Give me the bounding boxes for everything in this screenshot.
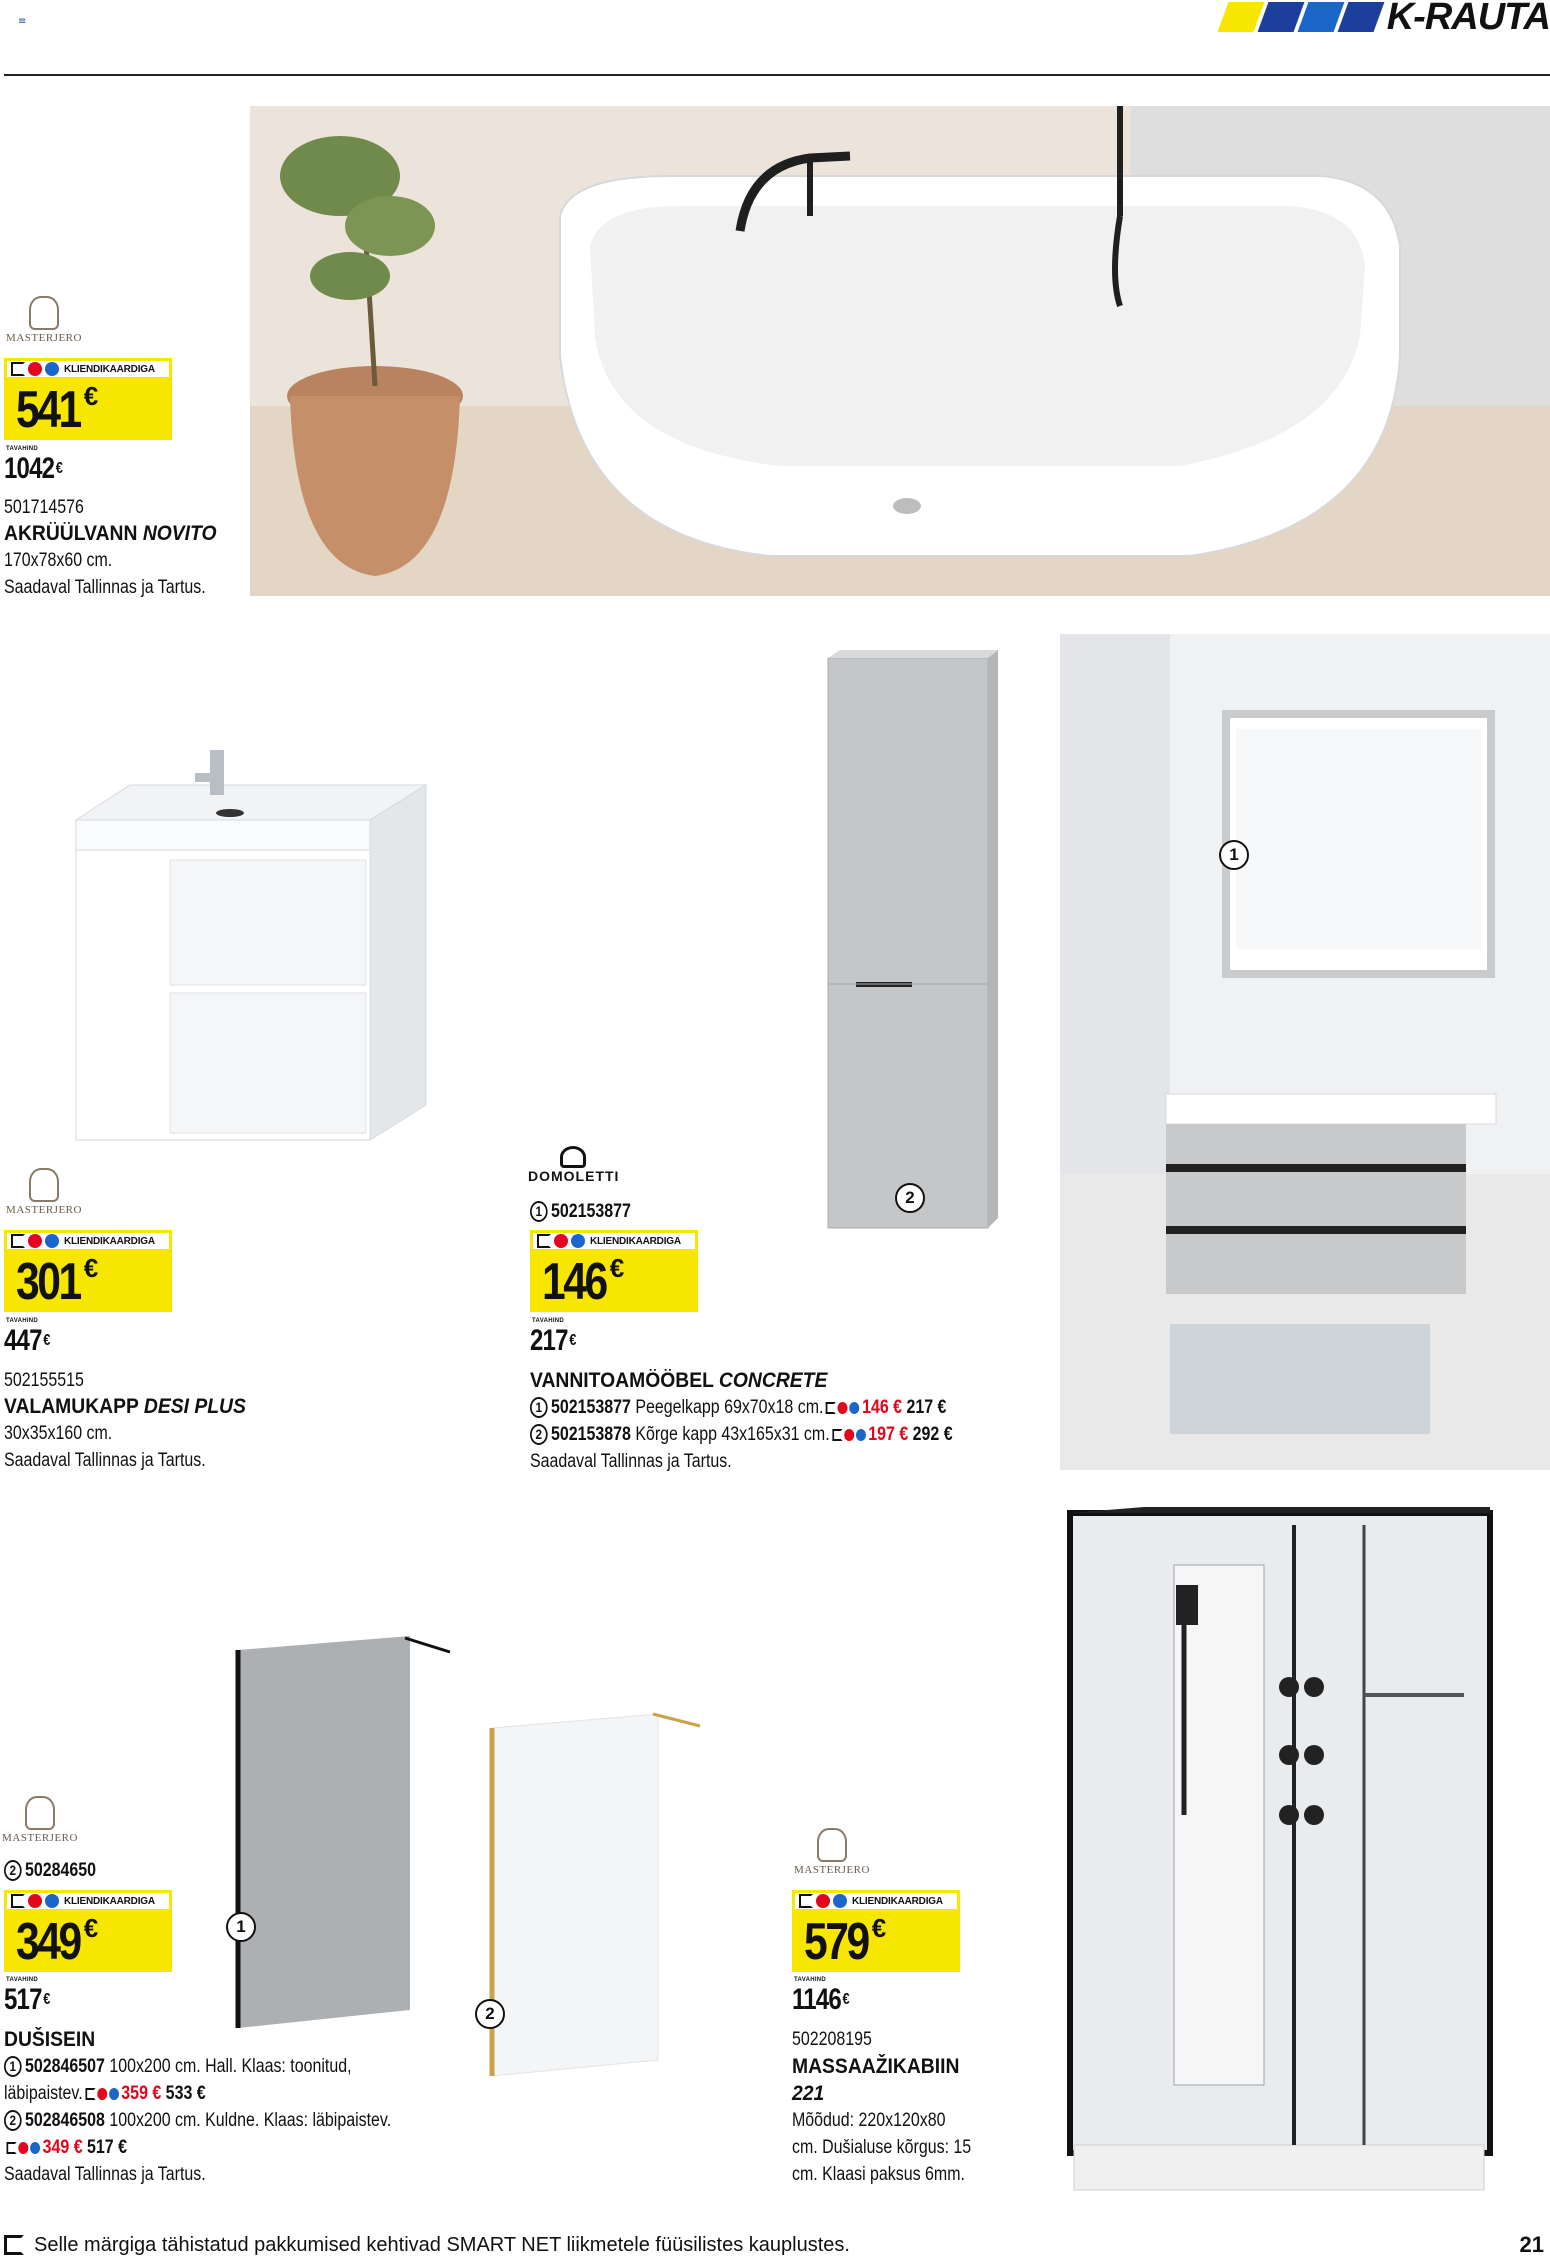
- no-sign-icon: [554, 1234, 568, 1248]
- loyalty-badge: KLIENDIKAARDIGA: [4, 1230, 172, 1252]
- regular-price-label: TAVAHIND: [6, 446, 39, 452]
- bathtub-illustration: [250, 106, 1550, 596]
- no-sign-icon: [28, 1234, 42, 1248]
- page-number: 21: [1519, 2232, 1544, 2257]
- loyalty-mini-badges: [85, 2088, 119, 2100]
- product-title-model: 221: [792, 2082, 825, 2105]
- product-dims: 30x35x160 cm.: [4, 1423, 113, 1444]
- k-rauta-logo: [1223, 0, 1550, 38]
- p-circle-icon: [571, 1234, 585, 1248]
- regular-price: 1146€: [792, 1983, 849, 2016]
- smart-net-icon: [11, 362, 25, 376]
- loyalty-badge: KLIENDIKAARDIGA: [4, 358, 172, 380]
- product-code: 501714576: [4, 497, 84, 518]
- loyalty-mini-badges: [832, 1429, 866, 1441]
- variant-line-1: 1 502153877 Peegelkapp 69x70x18 cm. 146 € 217 €: [530, 1394, 946, 1421]
- massage-cabin-image: [1064, 1505, 1504, 2195]
- crest-icon: [25, 1796, 55, 1830]
- p-circle-icon: [45, 1894, 59, 1908]
- loyalty-badge: KLIENDIKAARDIGA: [4, 1890, 172, 1912]
- reference-code: 2 50284650: [4, 1857, 96, 1884]
- photo-marker-1: 1: [1219, 840, 1249, 870]
- brand-logo-masterjero: MASTERJERO: [0, 1796, 80, 1844]
- brand-logo-domoletti: DOMOLETTI: [528, 1146, 618, 1184]
- no-sign-icon: [816, 1894, 830, 1908]
- availability: Saadaval Tallinnas ja Tartus.: [4, 577, 206, 598]
- promo-price: 541: [16, 381, 80, 439]
- variant-line-2: 2 502846508 100x200 cm. Kuldne. Klaas: läbipaistev.: [4, 2107, 391, 2134]
- p-circle-icon: [45, 1234, 59, 1248]
- promo-price: 301: [16, 1253, 80, 1311]
- loyalty-mini-badges: [7, 2142, 41, 2154]
- loyalty-badge: KLIENDIKAARDIGA: [530, 1230, 698, 1252]
- crest-icon: [29, 296, 59, 330]
- logo-stripe-darkblue: [1257, 2, 1304, 32]
- price-tag-concrete: [530, 1230, 698, 1312]
- availability: Saadaval Tallinnas ja Tartus.: [530, 1451, 732, 1472]
- loyalty-mini-badges: [826, 1402, 860, 1414]
- shower-wall-grey-image: [230, 1630, 460, 2030]
- brand-logo-masterjero: MASTERJERO: [4, 1168, 84, 1216]
- shower-wall-gold-image: [488, 1700, 708, 2080]
- logo-stripe-navy: [1337, 2, 1384, 32]
- product-dims: 170x78x60 cm.: [4, 550, 113, 571]
- product-code: 502208195: [792, 2029, 872, 2050]
- no-sign-icon: [28, 1894, 42, 1908]
- product-title: MASSAAŽIKABIIN: [792, 2055, 960, 2078]
- header-menu-icon: ≡: [18, 16, 27, 27]
- tall-cabinet-image: [820, 650, 1000, 1240]
- brand-logo-masterjero: MASTERJERO: [4, 296, 84, 344]
- bathtub-photo: [250, 106, 1550, 596]
- regular-price: 1042€: [4, 452, 63, 485]
- price-box: 301 €: [4, 1252, 172, 1312]
- promo-price: 349: [16, 1913, 80, 1971]
- p-circle-icon: [833, 1894, 847, 1908]
- price-box: 541 €: [4, 380, 172, 440]
- vanity-cabinet-image: [70, 745, 430, 1145]
- logo-stripe-blue: [1297, 2, 1344, 32]
- availability: Saadaval Tallinnas ja Tartus.: [4, 1450, 206, 1471]
- vanity-room-illustration: [1060, 634, 1550, 1470]
- product-title: DUŠISEIN: [4, 2028, 96, 2051]
- regular-price-label: TAVAHIND: [794, 1977, 827, 1983]
- regular-price: 517€: [4, 1983, 50, 2016]
- regular-price-label: TAVAHIND: [532, 1318, 565, 1324]
- product-desc-2: cm. Dušialuse kõrgus: 15: [792, 2137, 972, 2158]
- smart-net-icon: [799, 1894, 813, 1908]
- variant-line-2-price: 349 € 517 €: [4, 2134, 127, 2161]
- house-icon: [560, 1146, 586, 1168]
- price-tag-cabinet: [4, 1230, 172, 1312]
- p-circle-icon: [45, 362, 59, 376]
- availability: Saadaval Tallinnas ja Tartus.: [4, 2164, 206, 2185]
- product-code: 502155515: [4, 1370, 84, 1391]
- no-sign-icon: [28, 362, 42, 376]
- price-tag-cabin: [792, 1890, 960, 1972]
- regular-price-label: TAVAHIND: [6, 1318, 39, 1324]
- variant-line-2: 2 502153878 Kõrge kapp 43x165x31 cm. 197 € 292 €: [530, 1421, 953, 1448]
- logo-text: K-RAUTA: [1386, 0, 1550, 38]
- product-title: AKRÜÜLVANN NOVITO: [4, 522, 217, 545]
- brand-logo-masterjero: MASTERJERO: [792, 1828, 872, 1876]
- variant-line-1: 1 502846507 100x200 cm. Hall. Klaas: toonitud,: [4, 2053, 352, 2080]
- loyalty-badge: KLIENDIKAARDIGA: [792, 1890, 960, 1912]
- price-box: 146 €: [530, 1252, 698, 1312]
- product-desc-1: Mõõdud: 220x120x80: [792, 2110, 946, 2131]
- reference-code: 1 502153877: [530, 1198, 631, 1225]
- crest-icon: [29, 1168, 59, 1202]
- regular-price-label: TAVAHIND: [6, 1977, 39, 1983]
- smart-net-icon: [537, 1234, 551, 1248]
- product-title: VANNITOAMÖÖBEL CONCRETE: [530, 1369, 828, 1392]
- promo-price: 579: [804, 1913, 868, 1971]
- price-tag-bathtub: [4, 358, 172, 440]
- smart-net-icon: [11, 1234, 25, 1248]
- crest-icon: [817, 1828, 847, 1862]
- price-box: 579 €: [792, 1912, 960, 1972]
- variant-line-1-cont: läbipaistev. 359 € 533 €: [4, 2083, 206, 2104]
- regular-price: 217€: [530, 1324, 576, 1357]
- price-tag-shower: [4, 1890, 172, 1972]
- product-desc-3: cm. Klaasi paksus 6mm.: [792, 2164, 965, 2185]
- header-rule: [4, 74, 1550, 76]
- smart-net-icon: [4, 2235, 24, 2255]
- promo-price: 146: [542, 1253, 606, 1311]
- smart-net-icon: [11, 1894, 25, 1908]
- photo-marker-1: 1: [226, 1912, 256, 1942]
- vanity-room-photo: [1060, 634, 1550, 1470]
- product-title: VALAMUKAPP DESI PLUS: [4, 1395, 246, 1418]
- photo-marker-2: 2: [895, 1183, 925, 1213]
- photo-marker-2: 2: [475, 1999, 505, 2029]
- regular-price: 447€: [4, 1324, 50, 1357]
- logo-stripe-yellow: [1217, 2, 1264, 32]
- footer-note: Selle märgiga tähistatud pakkumised kehtivad SMART NET liikmetele füüsilistes kauplustes.: [4, 2232, 850, 2258]
- price-box: 349 €: [4, 1912, 172, 1972]
